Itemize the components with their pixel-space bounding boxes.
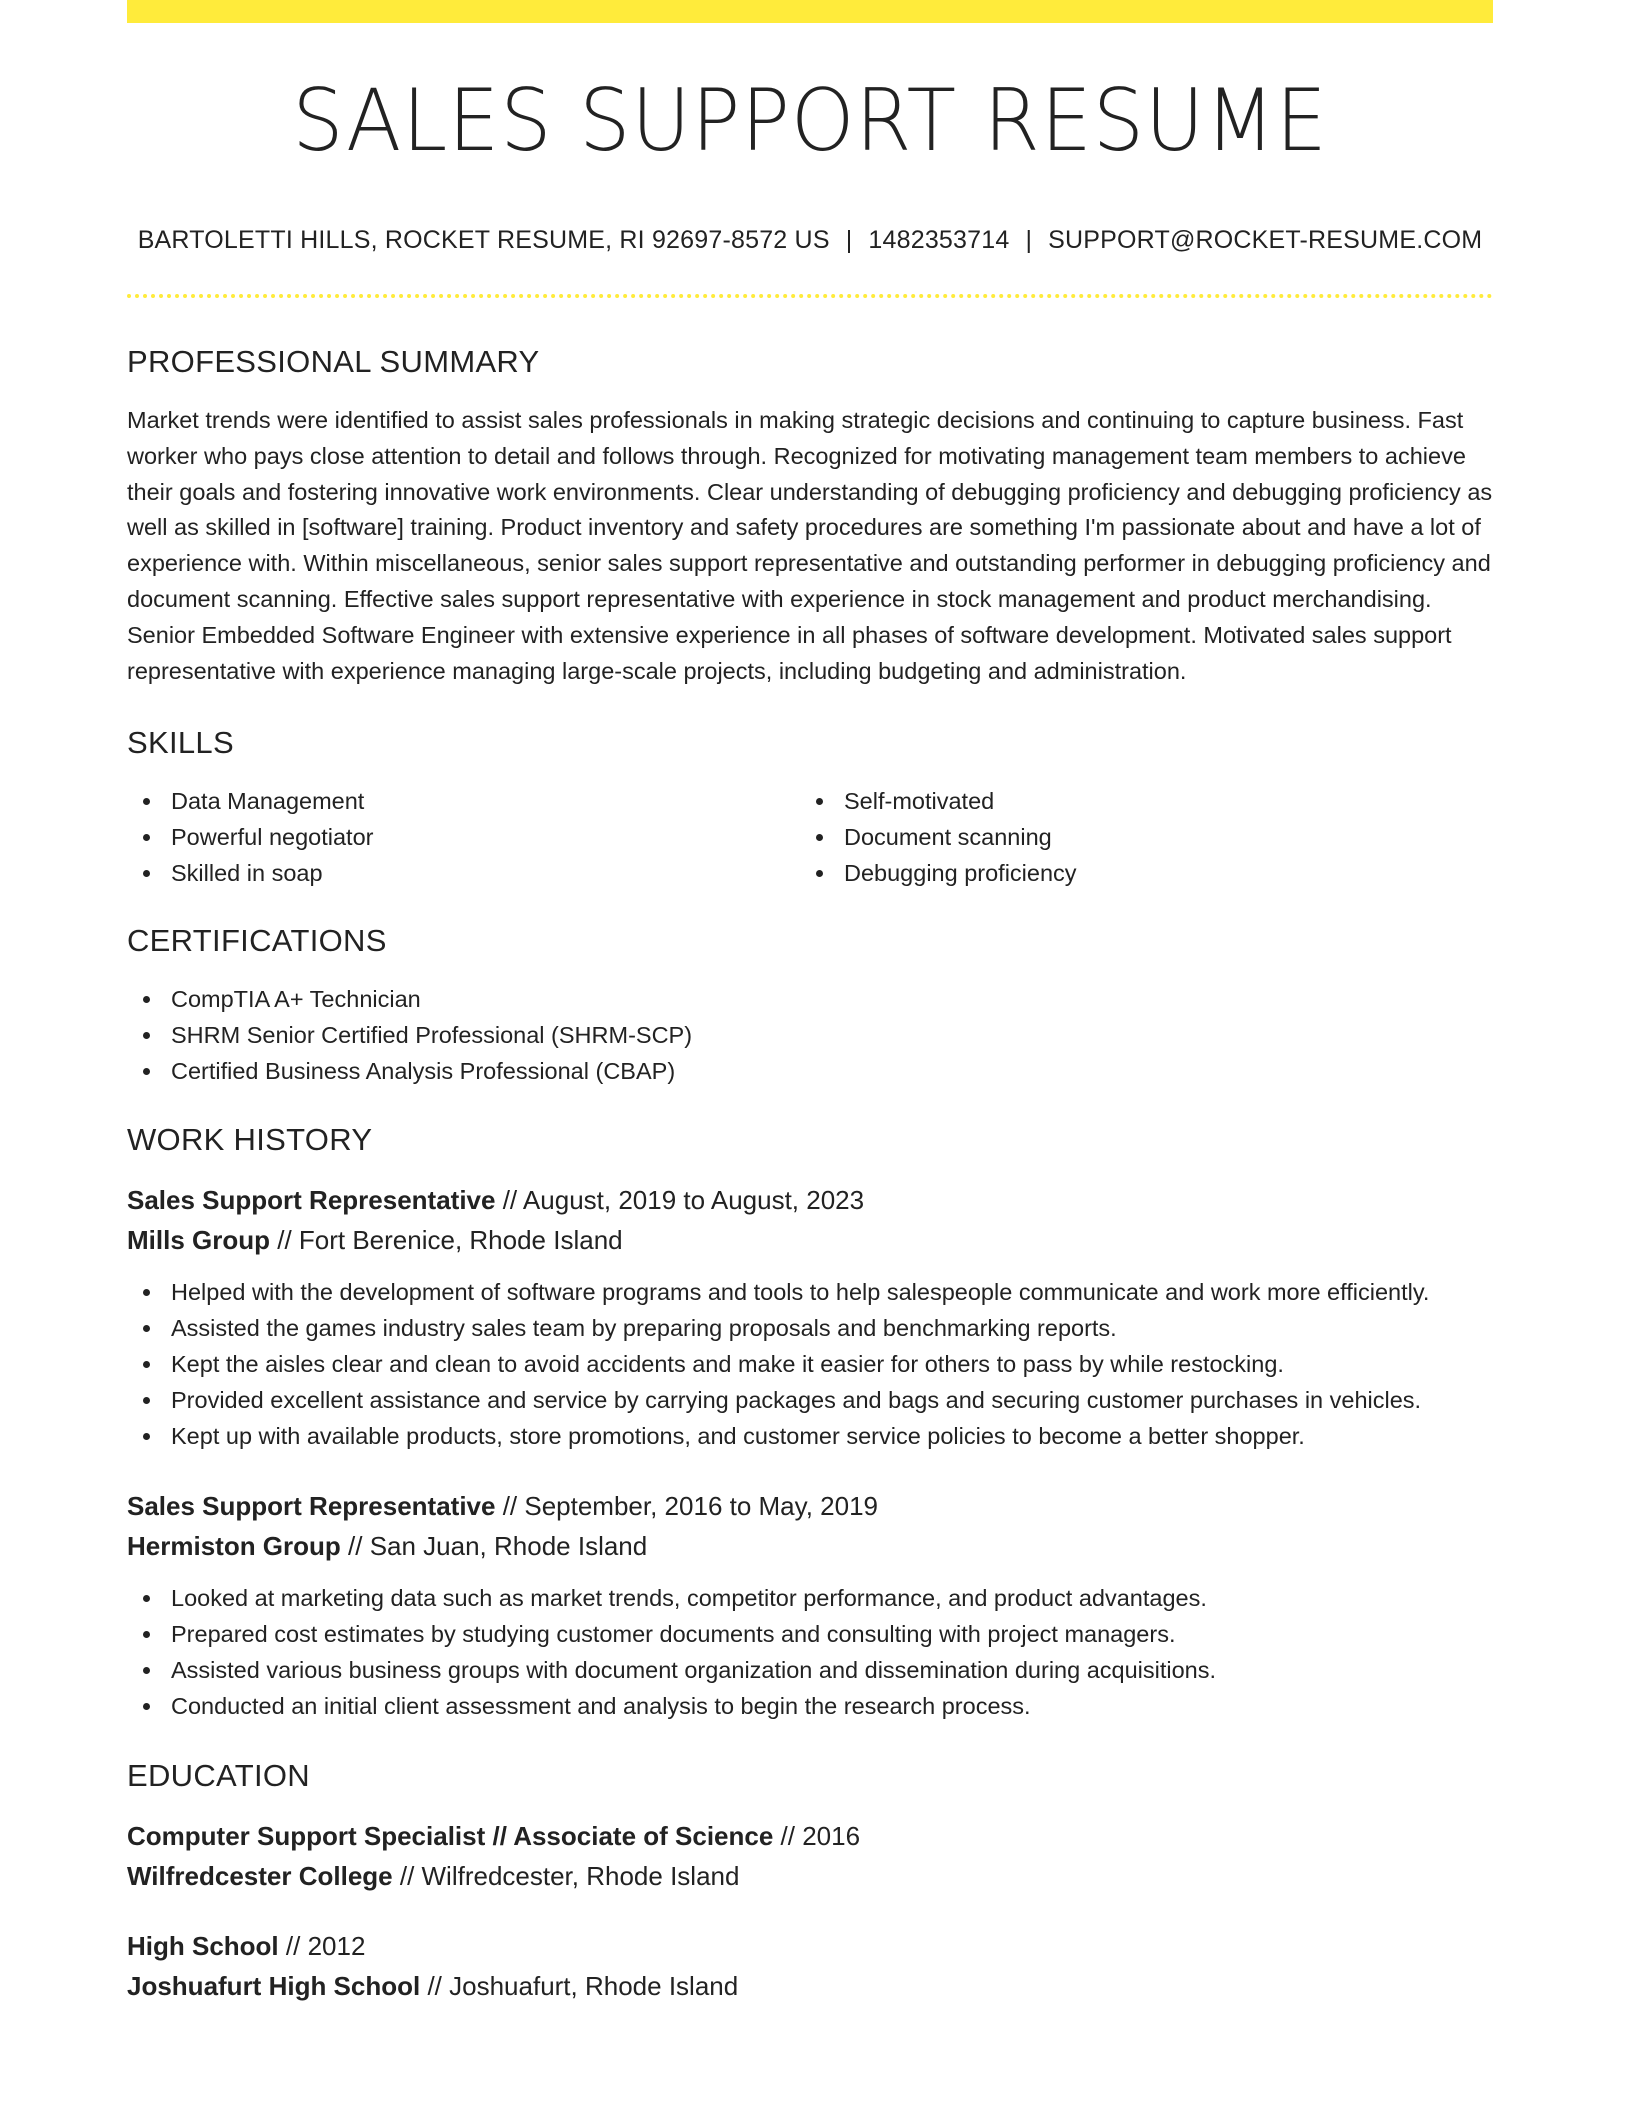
dotted-divider bbox=[127, 294, 1493, 298]
education-location: // Joshuafurt, Rhode Island bbox=[420, 1971, 739, 2002]
skill-item: Self-motivated bbox=[800, 783, 1473, 819]
education-location: // Wilfredcester, Rhode Island bbox=[392, 1861, 740, 1892]
work-history-heading: WORK HISTORY bbox=[127, 1122, 373, 1158]
job-bullet: Prepared cost estimates by studying customer documents and consulting with project managers. bbox=[127, 1616, 1493, 1652]
education-school-line bbox=[127, 1856, 1493, 1896]
skills-heading: SKILLS bbox=[127, 725, 234, 761]
skills-list-left bbox=[127, 783, 800, 891]
contact-line bbox=[127, 226, 1493, 255]
certification-item: Certified Business Analysis Professional (CBAP) bbox=[127, 1053, 1493, 1089]
job-bullet: Kept the aisles clear and clean to avoid accidents and make it easier for others to pass by while restocking. bbox=[127, 1346, 1493, 1382]
job-entry bbox=[127, 1180, 1493, 1454]
education-degree-line bbox=[127, 1816, 1493, 1856]
education-degree-line bbox=[127, 1926, 1493, 1966]
resume-page bbox=[127, 0, 1493, 2006]
job-location: // Fort Berenice, Rhode Island bbox=[270, 1225, 623, 1256]
job-company-line bbox=[127, 1220, 1493, 1260]
job-company: Hermiston Group bbox=[127, 1531, 341, 1562]
job-dates: // September, 2016 to May, 2019 bbox=[495, 1491, 879, 1522]
skill-item: Powerful negotiator bbox=[127, 819, 800, 855]
job-bullet: Helped with the development of software programs and tools to help salespeople communicate and work more efficiently. bbox=[127, 1274, 1493, 1310]
job-bullet: Provided excellent assistance and service by carrying packages and bags and securing customer purchases in vehicles. bbox=[127, 1382, 1493, 1418]
job-bullet: Conducted an initial client assessment and analysis to begin the research process. bbox=[127, 1688, 1493, 1724]
job-title: Sales Support Representative bbox=[127, 1185, 496, 1216]
job-title-line bbox=[127, 1180, 1493, 1220]
certification-item: SHRM Senior Certified Professional (SHRM-SCP) bbox=[127, 1017, 1493, 1053]
job-bullet: Assisted various business groups with document organization and dissemination during acquisitions. bbox=[127, 1652, 1493, 1688]
education-school-line bbox=[127, 1966, 1493, 2006]
education-year: // 2016 bbox=[773, 1821, 861, 1852]
summary-heading: PROFESSIONAL SUMMARY bbox=[127, 344, 540, 379]
contact-address: BARTOLETTI HILLS, ROCKET RESUME, RI 92697-8572 US bbox=[137, 226, 830, 254]
education-degree: High School bbox=[127, 1931, 279, 1962]
top-accent-bar bbox=[127, 0, 1493, 23]
contact-phone: 1482353714 bbox=[868, 226, 1010, 254]
certification-item: CompTIA A+ Technician bbox=[127, 981, 1493, 1017]
contact-separator: | bbox=[1025, 226, 1033, 254]
job-company: Mills Group bbox=[127, 1225, 270, 1256]
job-bullet-list bbox=[127, 1580, 1493, 1724]
job-location: // San Juan, Rhode Island bbox=[340, 1531, 648, 1562]
job-bullet-list bbox=[127, 1274, 1493, 1454]
education-year: // 2012 bbox=[278, 1931, 366, 1962]
job-entry bbox=[127, 1486, 1493, 1724]
job-bullet: Kept up with available products, store promotions, and customer service policies to become a better shopper. bbox=[127, 1418, 1493, 1454]
job-company-line bbox=[127, 1526, 1493, 1566]
skill-item: Document scanning bbox=[800, 819, 1473, 855]
job-title-line bbox=[127, 1486, 1493, 1526]
education-entry bbox=[127, 1816, 1493, 1896]
job-bullet: Assisted the games industry sales team by preparing proposals and benchmarking reports. bbox=[127, 1310, 1493, 1346]
job-dates: // August, 2019 to August, 2023 bbox=[495, 1185, 865, 1216]
certifications-list bbox=[127, 981, 1493, 1089]
skill-item: Skilled in soap bbox=[127, 855, 800, 891]
skills-list-right bbox=[800, 783, 1473, 891]
skill-item: Data Management bbox=[127, 783, 800, 819]
skill-item: Debugging proficiency bbox=[800, 855, 1473, 891]
job-title: Sales Support Representative bbox=[127, 1491, 496, 1522]
contact-separator: | bbox=[845, 226, 853, 254]
education-school: Wilfredcester College bbox=[127, 1861, 393, 1892]
education-heading: EDUCATION bbox=[127, 1758, 310, 1794]
resume-title: SALES SUPPORT RESUME bbox=[292, 71, 1328, 171]
certifications-heading: CERTIFICATIONS bbox=[127, 923, 387, 959]
contact-email: SUPPORT@ROCKET-RESUME.COM bbox=[1048, 226, 1483, 254]
education-degree: Computer Support Specialist // Associate of Science bbox=[127, 1821, 774, 1852]
summary-text: Market trends were identified to assist sales professionals in making strategic decisions and continuing to capture business. Fast worker who pays close attention to detail and follows through. Recognized for motivating management team members to achieve their goals and fostering innovative work environments. Clear understanding of debugging proficiency and debugging proficiency as well as skilled in [software] training. Product inventory and safety procedures are something I'm passionate about and have a lot of experience with. Within miscellaneous, senior sales support representative and outstanding performer in debugging proficiency and document scanning. Effective sales support representative with experience in stock management and product merchandising. Senior Embedded Software Engineer with extensive experience in all phases of software development. Motivated sales support representative with experience managing large-scale projects, including budgeting and administration. bbox=[127, 407, 1493, 684]
job-bullet: Looked at marketing data such as market trends, competitor performance, and product advantages. bbox=[127, 1580, 1493, 1616]
education-school: Joshuafurt High School bbox=[127, 1971, 421, 2002]
education-entry bbox=[127, 1926, 1493, 2006]
skills-grid bbox=[127, 783, 1493, 891]
